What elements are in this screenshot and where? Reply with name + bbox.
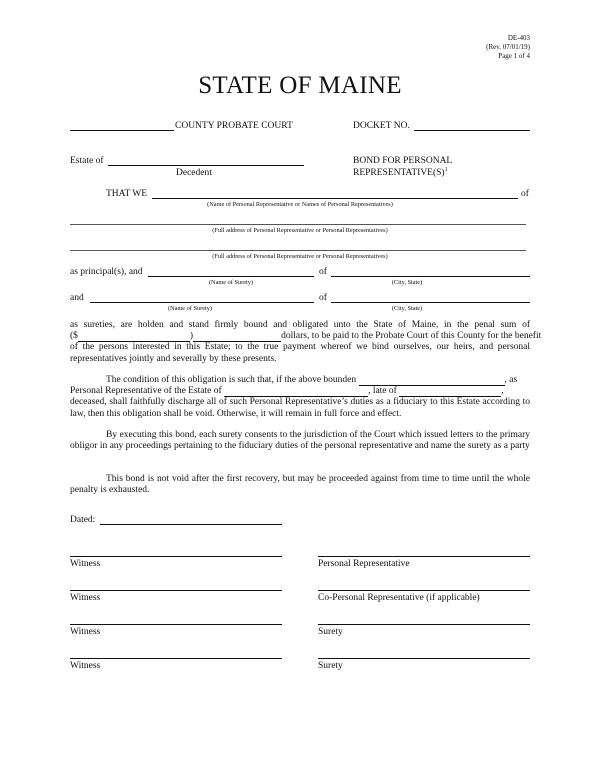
p2-line-b xyxy=(70,386,530,397)
and-label: and xyxy=(70,293,84,303)
p1-open-paren: ($ xyxy=(70,331,78,342)
witness-label-2: Witness xyxy=(70,593,101,603)
co-personal-representative-signature-line[interactable] xyxy=(318,590,530,591)
bounden-name-field[interactable] xyxy=(359,376,505,386)
witness-signature-line-3[interactable] xyxy=(70,624,282,625)
late-of-field[interactable] xyxy=(399,386,504,397)
estate-name-field[interactable] xyxy=(108,165,304,166)
surety-city-field-1[interactable] xyxy=(331,276,530,277)
jurisdiction-paragraph: By executing this bond, each surety consents to the jurisdiction of the Court which issued letters to the primary obligor in any proceedings pertaining to the fiduciary duties of the personal representative and name the surety as a party xyxy=(70,430,530,452)
representative-name-field[interactable] xyxy=(152,198,518,199)
city-caption-1: (City, State) xyxy=(391,279,423,286)
p1-close-paren: ) xyxy=(189,331,194,342)
p2-comma: , xyxy=(501,386,504,397)
surety-caption-1: (Name of Surety) xyxy=(208,279,254,286)
penal-sum-words-field[interactable] xyxy=(193,332,281,342)
penal-sum-field[interactable] xyxy=(78,332,190,342)
personal-representative-label: Personal Representative xyxy=(318,559,410,569)
surety-name-field-2[interactable] xyxy=(90,302,314,303)
p2-late-text: , late of xyxy=(368,386,397,397)
p2-line-c: deceased, shall faithfully discharge all of such Personal Representative’s duties as a fiduciary to this Estate according to law, then this obligation shall be void. Otherwise, it will remain in full force and effect. xyxy=(70,397,530,419)
form-number: DE-403 xyxy=(507,34,530,42)
witness-signature-line-1[interactable] xyxy=(70,556,282,557)
form-title-line-2 xyxy=(353,167,448,178)
surety-name-field-1[interactable] xyxy=(148,276,314,277)
docket-label: DOCKET NO. xyxy=(353,121,410,131)
surety-signature-line-1[interactable] xyxy=(318,624,530,625)
court-label: COUNTY PROBATE COURT xyxy=(175,121,293,131)
docket-number-field[interactable] xyxy=(414,130,530,131)
witness-label-3: Witness xyxy=(70,627,101,637)
address-field-2[interactable] xyxy=(70,250,526,251)
page-number: Page 1 of 4 xyxy=(498,52,530,60)
address-field-1[interactable] xyxy=(70,224,526,225)
estate-label: Estate of xyxy=(70,156,104,166)
address-caption-2: (Full address of Personal Representative or Personal Representatives) xyxy=(212,253,388,260)
decedent-caption: Decedent xyxy=(176,168,212,178)
p1-line-c: of the persons interested in this Estate; to the true payment whereof we bind ourselves, our heirs, and personal representatives jointly and severally by these presents. xyxy=(70,342,530,364)
that-we-label: THAT WE xyxy=(106,189,148,199)
footnote-mark: 1 xyxy=(444,167,448,173)
witness-signature-line-4[interactable] xyxy=(70,658,282,659)
personal-representative-signature-line[interactable] xyxy=(318,556,530,557)
form-title-line-1: BOND FOR PERSONAL xyxy=(353,156,453,166)
principal-label: as principal(s), and xyxy=(70,267,143,277)
principal-of-2: of xyxy=(319,293,327,303)
p1-line-a: as sureties, are holden and stand firmly bound and obligated unto the State of Maine, in the penal sum of xyxy=(70,320,530,330)
that-we-of: of xyxy=(521,189,529,199)
p2-as-text: , as xyxy=(504,375,518,385)
witness-label-1: Witness xyxy=(70,559,101,569)
condition-paragraph xyxy=(70,375,530,420)
p1-dollars-text: dollars, to be paid to the Probate Court of this County for the benefit xyxy=(281,331,542,342)
form-title-text: REPRESENTATIVE(S) xyxy=(353,168,445,179)
estate-of-field[interactable] xyxy=(224,387,368,397)
page-title: STATE OF MAINE xyxy=(198,72,402,99)
witness-signature-line-2[interactable] xyxy=(70,590,282,591)
recovery-paragraph: This bond is not void after the first recovery, but may be proceeded against from time to time until the whole penalty is exhausted. xyxy=(70,474,530,496)
principal-of-1: of xyxy=(319,267,327,277)
surety-signature-line-2[interactable] xyxy=(318,658,530,659)
bond-obligation-paragraph xyxy=(70,320,542,365)
surety-city-field-2[interactable] xyxy=(331,302,530,303)
surety-label-2: Surety xyxy=(318,661,343,671)
surety-label-1: Surety xyxy=(318,627,343,637)
representative-name-caption: (Name of Personal Representative or Names of Personal Representatives) xyxy=(207,201,393,208)
form-revision: (Rev. 07/01/19) xyxy=(486,43,530,51)
p2-text-b: Personal Representative of the Estate of xyxy=(70,386,222,397)
county-field[interactable] xyxy=(70,130,174,131)
p2-text-a: The condition of this obligation is such that, if the above bounden xyxy=(106,375,357,385)
form-header xyxy=(410,34,530,61)
address-caption-1: (Full address of Personal Representative or Personal Representatives) xyxy=(212,227,388,234)
city-caption-2: (City, State) xyxy=(391,305,423,312)
dated-field[interactable] xyxy=(100,524,282,525)
witness-label-4: Witness xyxy=(70,661,101,671)
co-personal-representative-label: Co-Personal Representative (if applicable) xyxy=(318,593,480,603)
p2-line-a xyxy=(70,375,530,386)
p1-line-b xyxy=(70,331,542,342)
dated-label: Dated: xyxy=(70,515,96,525)
surety-caption-2: (Name of Surety) xyxy=(167,305,213,312)
